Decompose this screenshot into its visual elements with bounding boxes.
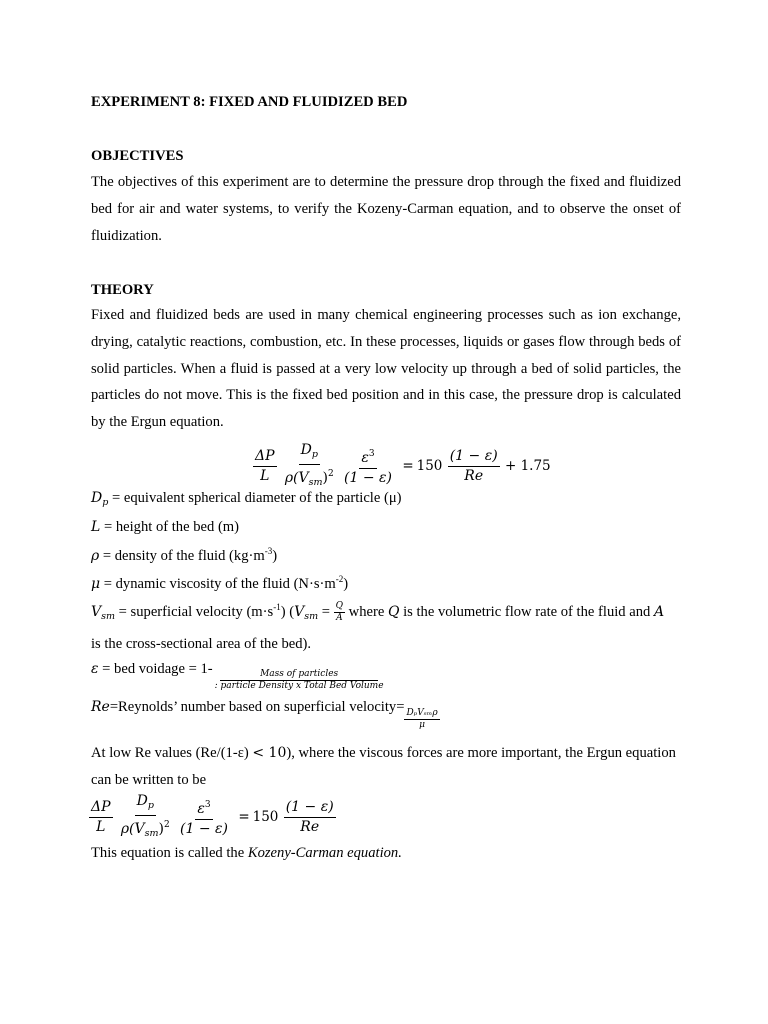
voidage-fraction: $\frac{\text{Mass of particles}}{\text{: particle Density x Total Bed Volume}}$: [214, 669, 384, 691]
kc-voidage-term-fraction: $\frac{\varepsilon^3}{(1 - \varepsilon)}$: [178, 797, 230, 838]
q-over-a-fraction: $\frac{Q}{A}$: [335, 601, 344, 623]
particle-term-fraction: $\frac{D_p}{\rho(V_{sm})^2}$: [284, 442, 334, 488]
theory-paragraph: Fixed and fluidized beds are used in many chemical engineering processes such as ion exchange, drying, catalytic reactions, combustion, etc. In these processes, liquids or gases flow through beds of solid particles. When a fluid is passed at a very low velocity up through a bed of solid particles, the particles do not move. This is the fixed bed position and in this case, the pressure drop is calculated by the Ergun equation.: [91, 307, 681, 431]
definition-vsm-continued: is the cross-sectional area of the bed).: [91, 636, 312, 652]
dp-over-l-fraction: $\frac{\Delta P}{L}$: [255, 448, 275, 484]
kc-particle-term-fraction: $\frac{D_p}{\rho(V_{sm})^2}$: [120, 793, 170, 839]
voidage-term-fraction: $\frac{\varepsilon^3}{(1 - \varepsilon)}$: [342, 446, 394, 487]
objectives-paragraph: The objectives of this experiment are to determine the pressure drop through the fixed and fluidized bed for air and water systems, to verify the Kozeny-Carman equation, and to observe the onset of fluidization.: [91, 174, 681, 244]
objectives-title: OBJECTIVES: [91, 148, 184, 164]
document-heading: EXPERIMENT 8: FIXED AND FLUIDIZED BED: [91, 94, 408, 110]
kc-dp-over-l-fraction: $\frac{\Delta P}{L}$: [91, 799, 111, 835]
reynolds-fraction: $\frac{\text{DₚVₛₘρ}}{\mu}$: [406, 708, 438, 730]
ergun-equation: $\frac{\Delta P}{L}$ $\frac{D_p}{\rho(V_{sm})^2}$ $\frac{\varepsilon^3}{(1 - \varepsilon)}$ = 150 $\frac{(1 - \varepsilon)}{Re}$ + 1.75: [252, 442, 551, 491]
closing-sentence: This equation is called the Kozeny-Carman equation.: [91, 845, 402, 861]
definition-l: L = height of the bed (m): [91, 519, 240, 535]
kozeny-carman-term: Kozeny-Carman equation.: [247, 845, 402, 861]
definition-dp: $D_p$ = equivalent spherical diameter of the particle (μ): [91, 490, 402, 508]
theory-title: THEORY: [91, 282, 154, 298]
kozeny-carman-equation: $\frac{\Delta P}{L}$ $\frac{D_p}{\rho(V_{sm})^2}$ $\frac{\varepsilon^3}{(1 - \varepsilon)}$ = 150 $\frac{(1 - \varepsilon)}{Re}$: [88, 793, 337, 842]
definition-rho: ρ = density of the fluid $(kg\cdot m^{-3})$: [91, 546, 278, 564]
definition-reynolds: Re=Reynolds’ number based on superficial velocity= $\frac{\text{DₚVₛₘρ}}{\mu}$: [91, 699, 438, 730]
reynolds-term-fraction: $\frac{(1 - \varepsilon)}{Re}$: [449, 448, 498, 484]
kc-reynolds-term-fraction: $\frac{(1 - \varepsilon)}{Re}$: [285, 799, 334, 835]
definition-voidage: ε = bed voidage = 1- $\frac{\text{Mass of particles}}{\text{: particle Density x Total Bed Volume}}$: [91, 661, 384, 691]
definition-vsm: $V_{sm}$ = superficial velocity $(m\cdot s^{-1}) (V_{sm}$ = $\frac{Q}{A}$ where Q is the volumetric flow rate of the fluid and A: [91, 601, 665, 623]
low-re-paragraph: At low Re values (Re/(1-ε) < 10), where the viscous forces are more important, the Ergun equation can be written to be: [91, 745, 676, 788]
definition-mu: μ = dynamic viscosity of the fluid $(N\cdot s\cdot m^{-2})$: [91, 574, 349, 592]
